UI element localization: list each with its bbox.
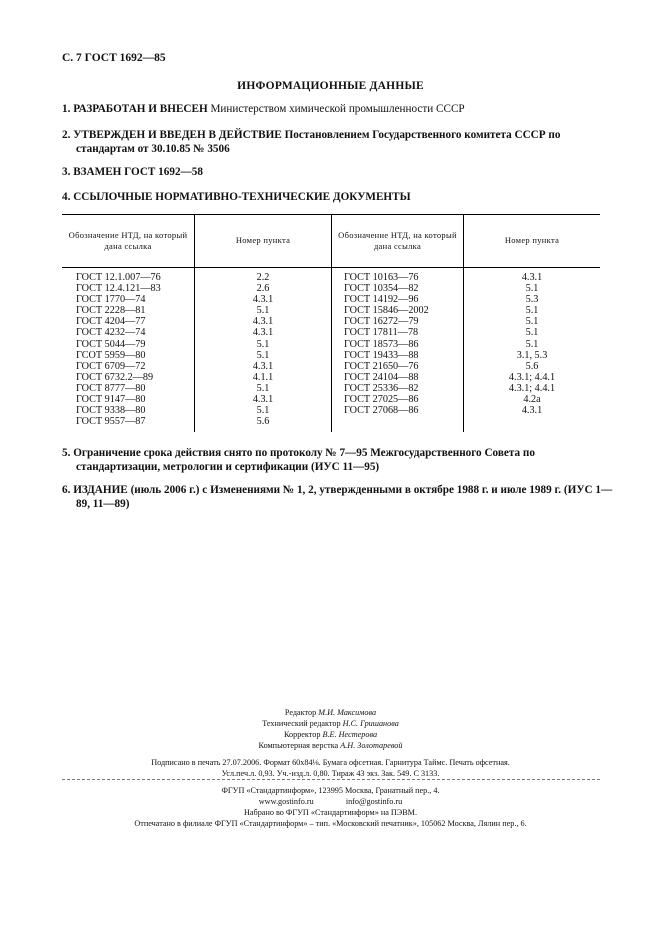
table-cell: ГОСТ 8777—80 xyxy=(76,382,146,394)
table-cell: 5.6 xyxy=(525,360,539,372)
item-4 xyxy=(62,190,600,204)
table-cell: 5.1 xyxy=(525,283,539,295)
table-cell: ГОСТ 10354—82 xyxy=(344,283,419,295)
item-text: Постановлением Государственного комитета СССР по стандартам от 30.10.85 № 3506 xyxy=(76,129,561,155)
table-cell: ГОСТ 16272—79 xyxy=(344,316,419,328)
table-cell: ГОСТ 25336—82 xyxy=(344,382,419,394)
table-cell: 4.3.1 xyxy=(252,327,274,339)
table-cell: 3.1, 5.3 xyxy=(516,349,548,361)
item-3 xyxy=(62,165,600,179)
corrector-label: Корректор xyxy=(283,730,321,739)
table-cell: 5.1 xyxy=(256,338,270,350)
table-cell: 4.2а xyxy=(523,394,541,406)
editor-label: Редактор xyxy=(284,708,317,717)
table-cell: 4.3.1 xyxy=(252,294,274,306)
item-number: 2. xyxy=(62,129,71,141)
table-cell: 5.1 xyxy=(525,327,539,339)
table-cell: 2.2 xyxy=(256,272,270,283)
table-cell: 4.1.1 xyxy=(252,371,274,383)
item-text: Министерством химической промышленности СССР xyxy=(207,103,465,115)
editor-name: М.И. Максимова xyxy=(318,708,377,717)
table-cell: 2.6 xyxy=(256,283,270,295)
table-cell: 4.3.1 xyxy=(521,405,543,417)
right-clauses-column xyxy=(464,272,600,416)
table-cell: ГОСТ 12.4.121—83 xyxy=(76,283,161,295)
table-cell: ГСОТ 5959—80 xyxy=(76,349,146,361)
table-cell: ГОСТ 15846—2002 xyxy=(344,305,429,317)
contacts-line xyxy=(0,796,661,807)
table-cell: ГОСТ 1770—74 xyxy=(76,294,146,306)
table-cell: 5.1 xyxy=(525,316,539,328)
table-cell: 5.1 xyxy=(256,349,270,361)
table-cell: ГОСТ 17811—78 xyxy=(344,327,419,339)
table-cell: ГОСТ 19433—88 xyxy=(344,349,419,361)
header-ntd-left: Обозначение НТД, на который дана ссылка xyxy=(68,229,188,251)
table-cell: 4.3.1 xyxy=(521,272,543,283)
table-cell: ГОСТ 9147—80 xyxy=(76,394,146,406)
table-cell: 5.1 xyxy=(525,338,539,350)
table-cell: ГОСТ 21650—76 xyxy=(344,360,419,372)
item-number: 1. xyxy=(62,103,71,115)
printed-line: Отпечатано в филиале ФГУП «Стандартинформ» – тип. «Московский печатник», 105062 Москва, Лялин пер., 6. xyxy=(134,819,527,828)
page-header: С. 7 ГОСТ 1692—85 xyxy=(62,52,166,64)
item-2 xyxy=(62,128,614,156)
typeset-line: Набрано во ФГУП «Стандартинформ» на ПЭВМ. xyxy=(244,808,417,817)
header-ntd-right: Обозначение НТД, на который дана ссылка xyxy=(338,229,457,251)
table-cell: ГОСТ 4204—77 xyxy=(76,316,146,328)
table-cell: ГОСТ 18573—86 xyxy=(344,338,419,350)
item-bold: ИЗДАНИЕ xyxy=(73,484,128,496)
table-cell: ГОСТ 10163—76 xyxy=(344,272,419,283)
table-cell: 5.6 xyxy=(256,416,270,428)
table-cell: ГОСТ 2228—81 xyxy=(76,305,146,317)
table-cell: 5.1 xyxy=(256,305,270,317)
item-1 xyxy=(62,102,600,116)
page-title: ИНФОРМАЦИОННЫЕ ДАННЫЕ xyxy=(237,80,424,92)
table-cell: ГОСТ 5044—79 xyxy=(76,338,146,350)
publisher-line: ФГУП «Стандартинформ», 123995 Москва, Гранатный пер., 4. xyxy=(221,786,440,795)
left-clauses-column xyxy=(195,272,331,427)
item-5 xyxy=(62,446,614,474)
table-cell: ГОСТ 27025—86 xyxy=(344,394,419,406)
table-cell: ГОСТ 24104—88 xyxy=(344,371,419,383)
header-clause-right: Номер пункта xyxy=(504,235,560,245)
tech-editor-name: Н.С. Гришанова xyxy=(342,719,399,728)
table-cell: ГОСТ 4232—74 xyxy=(76,327,146,339)
reference-table xyxy=(62,214,600,432)
table-cell: 4.3.1; 4.4.1 xyxy=(508,371,556,383)
table-cell: 4.3.1 xyxy=(252,316,274,328)
item-bold: УТВЕРЖДЕН И ВВЕДЕН В ДЕЙСТВИЕ xyxy=(73,129,282,141)
item-bold: РАЗРАБОТАН И ВНЕСЕН xyxy=(73,103,208,115)
item-6 xyxy=(62,483,614,511)
corrector-name: В.Е. Нестерова xyxy=(322,730,378,739)
table-cell: 5.3 xyxy=(525,294,539,306)
tech-editor-label: Технический редактор xyxy=(262,719,341,728)
table-cell: ГОСТ 14192—96 xyxy=(344,294,419,306)
left-docs-column xyxy=(76,272,194,427)
table-cell: 5.1 xyxy=(256,405,270,417)
tech-editor-line xyxy=(0,718,661,729)
table-cell: 5.1 xyxy=(525,305,539,317)
table-cell: ГОСТ 9557—87 xyxy=(76,416,146,428)
item-text: Ограничение срока действия снято по протоколу № 7—95 Межгосударственного Совета по стандартизации, метрологии и сертификации (ИУС 11—95) xyxy=(73,447,535,473)
table-cell: ГОСТ 6732.2—89 xyxy=(76,371,154,383)
item-text: (июль 2006 г.) с Изменениями № 1, 2, утвержденными в октябре 1988 г. и июле 1989 г. (ИУС 1—89, 11—89) xyxy=(76,484,613,510)
signed-line: Подписано в печать 27.07.2006. Формат 60x84⅛. Бумага офсетная. Гарнитура Таймс. Печать офсетная. xyxy=(151,758,510,767)
editor-line xyxy=(0,707,661,718)
corrector-line xyxy=(0,729,661,740)
print-line: Усл.печ.л. 0,93. Уч.-изд.л. 0,80. Тираж 43 экз. Зак. 549. С 3133. xyxy=(221,769,440,778)
table-cell: ГОСТ 27068—86 xyxy=(344,405,419,417)
layout-line xyxy=(0,740,661,751)
right-docs-column xyxy=(344,272,462,416)
item-bold: ВЗАМЕН ГОСТ 1692—58 xyxy=(73,166,203,178)
item-number: 6. xyxy=(62,484,71,496)
table-cell: ГОСТ 9338—80 xyxy=(76,405,146,417)
item-bold: ССЫЛОЧНЫЕ НОРМАТИВНО-ТЕХНИЧЕСКИЕ ДОКУМЕНТЫ xyxy=(73,191,411,203)
dashed-divider xyxy=(62,779,600,780)
table-cell: 4.3.1 xyxy=(252,394,274,406)
layout-name: А.Н. Золотаревой xyxy=(340,741,403,750)
layout-label: Компьютерная верстка xyxy=(258,741,339,750)
table-cell: 4.3.1 xyxy=(252,360,274,372)
website-link[interactable]: www.gostinfo.ru xyxy=(258,797,314,806)
item-number: 3. xyxy=(62,166,71,178)
table-cell: 4.3.1; 4.4.1 xyxy=(508,382,556,394)
table-cell: ГОСТ 12.1.007—76 xyxy=(76,272,161,283)
header-clause-left: Номер пункта xyxy=(235,235,291,245)
email-link[interactable]: info@gostinfo.ru xyxy=(345,797,403,806)
table-cell: ГОСТ 6709—72 xyxy=(76,360,146,372)
table-cell: 5.1 xyxy=(256,382,270,394)
item-number: 4. xyxy=(62,191,71,203)
item-number: 5. xyxy=(62,447,71,459)
